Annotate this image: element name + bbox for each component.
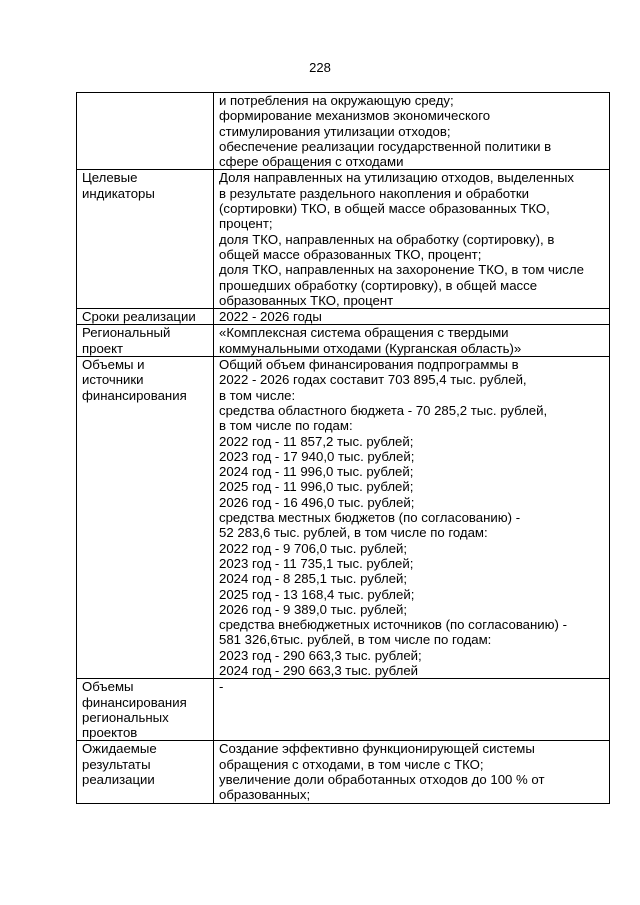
- row-label-line: Ожидаемые: [82, 741, 157, 757]
- row-label-line: Объемы и: [82, 357, 145, 373]
- row-content-line: в том числе:: [219, 387, 296, 403]
- row-content-line: образованных ТКО, процент: [219, 292, 394, 308]
- row-content-line: общей массе образованных ТКО, процент;: [219, 246, 482, 262]
- row-label-cell: [77, 679, 214, 741]
- row-content-cell: [214, 309, 610, 325]
- row-content-cell: [214, 170, 610, 309]
- row-content-line: обеспечение реализации государственной политики в: [219, 138, 552, 154]
- row-content-line: 52 283,6 тыс. рублей, в том числе по годам:: [219, 525, 488, 541]
- passport-table-body: [77, 93, 610, 804]
- row-content-line: 2022 год - 11 857,2 тыс. рублей;: [219, 433, 414, 449]
- row-content-line: 2025 год - 13 168,4 тыс. рублей;: [219, 586, 415, 602]
- row-content-line: увеличение доли обработанных отходов до 100 % от: [219, 772, 545, 788]
- row-label-cell: [77, 170, 214, 309]
- row-content-line: доля ТКО, направленных на захоронение ТКО, в том числе: [219, 262, 584, 278]
- row-label-line: Региональный: [82, 325, 171, 341]
- row-label-line: индикаторы: [82, 185, 155, 201]
- row-content-cell: [214, 93, 610, 170]
- row-content-line: 2026 год - 9 389,0 тыс. рублей;: [219, 601, 408, 617]
- row-label-line: Объемы: [82, 679, 134, 695]
- row-label-line: проект: [82, 340, 124, 356]
- row-label-cell: [77, 357, 214, 679]
- row-content-line: формирование механизмов экономического: [219, 108, 491, 124]
- row-content-cell: [214, 679, 610, 741]
- row-content-line: 2023 год - 290 663,3 тыс. рублей;: [219, 647, 422, 663]
- row-content-line: средства областного бюджета - 70 285,2 тыс. рублей,: [219, 402, 548, 418]
- row-content-cell: [214, 741, 610, 803]
- row-label-line: Целевые: [82, 170, 138, 186]
- row-content-line: процент;: [219, 216, 273, 232]
- table-row: [77, 741, 610, 803]
- row-label-line: региональных: [82, 709, 169, 725]
- row-content-line: коммунальными отходами (Курганская область)»: [219, 340, 522, 356]
- row-content-line: средства внебюджетных источников (по согласованию) -: [219, 617, 568, 633]
- row-label-line: результаты: [82, 756, 151, 772]
- row-content-line: -: [219, 679, 224, 695]
- row-content-cell: [214, 357, 610, 679]
- row-content-line: стимулирования утилизации отходов;: [219, 123, 451, 139]
- row-label-line: финансирования: [82, 694, 187, 710]
- row-label-cell: [77, 93, 214, 170]
- table-row: [77, 170, 610, 309]
- row-content-line: в результате раздельного накопления и обработки: [219, 185, 530, 201]
- row-label-cell: [77, 741, 214, 803]
- row-label-cell: [77, 325, 214, 357]
- row-content-line: 2024 год - 290 663,3 тыс. рублей: [219, 662, 419, 678]
- row-content-line: 2023 год - 17 940,0 тыс. рублей;: [219, 448, 415, 464]
- row-label-line: реализации: [82, 772, 155, 788]
- row-content-line: «Комплексная система обращения с твердыми: [219, 325, 509, 341]
- table-row: [77, 93, 610, 170]
- row-content-line: в том числе по годам:: [219, 418, 353, 434]
- table-row: [77, 309, 610, 325]
- row-content-line: 2025 год - 11 996,0 тыс. рублей;: [219, 479, 414, 495]
- row-content-line: 2024 год - 11 996,0 тыс. рублей;: [219, 464, 414, 480]
- subprogram-passport-table: [76, 92, 610, 804]
- row-content-line: 2022 - 2026 годах составит 703 895,4 тыс. рублей,: [219, 372, 527, 388]
- row-content-line: 581 326,6тыс. рублей, в том числе по годам:: [219, 632, 492, 648]
- row-content-line: 2024 год - 8 285,1 тыс. рублей;: [219, 571, 408, 587]
- row-content-line: образованных;: [219, 787, 311, 803]
- row-content-cell: [214, 325, 610, 357]
- row-content-line: Доля направленных на утилизацию отходов, выделенных: [219, 170, 574, 186]
- row-content-line: средства местных бюджетов (по согласованию) -: [219, 510, 521, 526]
- row-label-line: финансирования: [82, 387, 187, 403]
- row-content-line: (сортировки) ТКО, в общей массе образованных ТКО,: [219, 201, 550, 217]
- row-content-line: 2022 - 2026 годы: [219, 309, 322, 325]
- table-row: [77, 679, 610, 741]
- table-row: [77, 357, 610, 679]
- row-label-cell: [77, 309, 214, 325]
- row-content-line: 2022 год - 9 706,0 тыс. рублей;: [219, 540, 408, 556]
- row-content-line: 2026 год - 16 496,0 тыс. рублей;: [219, 494, 415, 510]
- page-number: 228: [309, 60, 331, 75]
- row-content-line: 2023 год - 11 735,1 тыс. рублей;: [219, 555, 414, 571]
- row-content-line: сфере обращения с отходами: [219, 154, 404, 170]
- row-content-line: доля ТКО, направленных на обработку (сортировку), в: [219, 231, 555, 247]
- row-label-line: проектов: [82, 725, 138, 741]
- table-row: [77, 325, 610, 357]
- row-content-line: Общий объем финансирования подпрограммы в: [219, 357, 519, 373]
- row-content-line: обращения с отходами, в том числе с ТКО;: [219, 756, 484, 772]
- row-content-line: Создание эффективно функционирующей системы: [219, 741, 535, 757]
- row-content-line: и потребления на окружающую среду;: [219, 93, 454, 108]
- row-label-line: источники: [82, 372, 144, 388]
- row-label-line: Сроки реализации: [82, 309, 196, 325]
- row-content-line: прошедших обработку (сортировку), в общей массе: [219, 277, 538, 293]
